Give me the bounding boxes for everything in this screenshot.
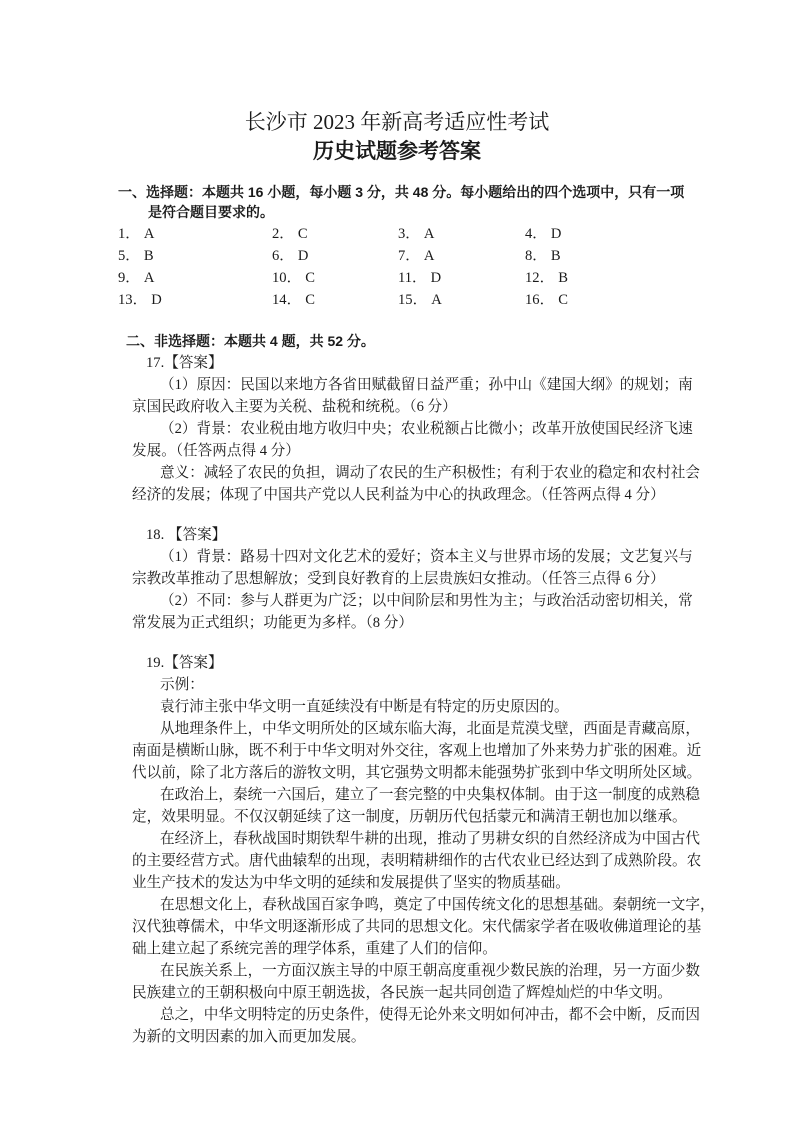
answer-item <box>118 267 154 289</box>
answer-number: 5． <box>118 248 140 264</box>
answer-text-line: 在思想文化上，春秋战国百家争鸣，奠定了中国传统文化的思想基础。秦朝统一文字， <box>160 897 715 913</box>
section1-heading-cont: 是符合题目要求的。 <box>148 204 274 220</box>
answer-item <box>525 223 561 245</box>
answer-text-line: （1）背景：路易十四对文化艺术的爱好；资本主义与世界市场的发展；文艺复兴与 <box>160 549 693 565</box>
answer-item <box>272 267 315 289</box>
answer-item <box>118 245 154 267</box>
answer-number: 16． <box>525 292 555 308</box>
answer-item <box>525 245 561 267</box>
answer-number: 14． <box>272 292 302 308</box>
answer-choice: B <box>550 248 561 264</box>
answer-choice: C <box>305 270 315 286</box>
answer-choice: A <box>143 226 155 242</box>
answer-item <box>525 267 568 289</box>
answer-item <box>272 289 315 311</box>
answer-text-line: （2）不同：参与人群更为广泛；以中间阶层和男性为主；与政治活动密切相关，常 <box>160 593 693 609</box>
question-label: 18. 【答案】 <box>146 527 227 543</box>
answer-text-line: （1）原因：民国以来地方各省田赋截留日益严重；孙中山《建国大纲》的规划；南 <box>160 377 693 393</box>
answer-text-line: 经济的发展；体现了中国共产党以人民利益为中心的执政理念。（任答两点得 4 分） <box>132 487 665 503</box>
answer-choice: A <box>423 226 435 242</box>
answer-choice: A <box>431 292 442 308</box>
answer-choice: D <box>151 292 162 308</box>
document-title: 长沙市 2023 年新高考适应性考试 <box>244 110 550 134</box>
answer-number: 1． <box>118 226 140 242</box>
section2-heading: 二、非选择题：本题共 4 题，共 52 分。 <box>126 333 375 349</box>
answer-number: 15． <box>398 292 428 308</box>
answer-text-line: 民族建立的王朝积极向中原王朝选拔，各民族一起共同创造了辉煌灿烂的中华文明。 <box>132 985 672 1001</box>
answer-text-line: 意义：减轻了农民的负担，调动了农民的生产积极性；有利于农业的稳定和农村社会 <box>160 465 700 481</box>
answer-item <box>272 245 308 267</box>
answer-item <box>398 223 434 245</box>
answer-number: 4． <box>525 226 547 242</box>
answer-text-line: 袁行沛主张中华文明一直延续没有中断是有特定的历史原因的。 <box>160 699 569 715</box>
answer-text-line: 代以前，除了北方落后的游牧文明，其它强势文明都未能强势扩张到中华文明所处区域。 <box>132 765 702 781</box>
answer-text-line: 常发展为正式组织；功能更为多样。（8 分） <box>132 615 413 631</box>
answer-text-line: 从地理条件上，中华文明所处的区域东临大海，北面是荒漠戈壁，西面是青藏高原， <box>160 721 700 737</box>
answer-text-line: 南面是横断山脉，既不利于中华文明对外交往，客观上也增加了外来势力扩张的困难。近 <box>132 743 702 759</box>
answer-text-line: 总之，中华文明特定的历史条件，使得无论外来文明如何冲击，都不会中断，反而因 <box>160 1007 700 1023</box>
answer-text-line: 示例： <box>160 677 204 693</box>
answer-choice: A <box>423 248 435 264</box>
answer-item <box>398 245 434 267</box>
section1-heading: 一、选择题：本题共 16 小题，每小题 3 分，共 48 分。每小题给出的四个选项中，只有一项 <box>118 184 685 200</box>
answer-text-line: （2）背景：农业税由地方收归中央；农业税额占比微小；改革开放使国民经济飞速 <box>160 421 693 437</box>
answer-number: 6． <box>272 248 294 264</box>
answer-item <box>118 223 154 245</box>
answer-choice: B <box>558 270 568 286</box>
answer-text-line: 汉代独尊儒术，中华文明逐渐形成了共同的思想文化。宋代儒家学者在吸收佛道理论的基 <box>132 919 702 935</box>
answer-item <box>118 289 162 311</box>
answer-text-line: 在政治上，秦统一六国后，建立了一套完整的中央集权体制。由于这一制度的成熟稳 <box>160 787 700 803</box>
answer-item <box>398 289 442 311</box>
answer-choice: D <box>550 226 562 242</box>
answer-number: 3． <box>398 226 420 242</box>
answer-number: 7． <box>398 248 420 264</box>
answer-number: 12． <box>525 270 555 286</box>
answer-item <box>525 289 568 311</box>
answer-number: 9． <box>118 270 140 286</box>
answer-text-line: 为新的文明因素的加入而更加发展。 <box>132 1029 366 1045</box>
answer-number: 10． <box>272 270 302 286</box>
answer-text-line: 在民族关系上，一方面汉族主导的中原王朝高度重视少数民族的治理，另一方面少数 <box>160 963 700 979</box>
answer-text-line: 发展。（任答两点得 4 分） <box>132 443 300 459</box>
answer-text-line: 础上建立起了系统完善的理学体系，重建了人们的信仰。 <box>132 941 497 957</box>
answer-number: 2． <box>272 226 294 242</box>
answer-choice: D <box>430 270 442 286</box>
answer-text-line: 在经济上，春秋战国时期铁犁牛耕的出现，推动了男耕女织的自然经济成为中国古代 <box>160 831 700 847</box>
answer-choice: C <box>558 292 568 308</box>
question-label: 19.【答案】 <box>146 655 223 671</box>
answer-number: 13． <box>118 292 148 308</box>
answer-text-line: 业生产技术的发达为中华文明的延续和发展提供了坚实的物质基础。 <box>132 875 570 891</box>
answer-number: 11． <box>398 270 427 286</box>
answer-choice: C <box>305 292 315 308</box>
answer-choice: B <box>143 248 154 264</box>
answer-text-line: 的主要经营方式。唐代曲辕犁的出现，表明精耕细作的古代农业已经达到了成熟阶段。农 <box>132 853 702 869</box>
answer-text-line: 宗教改革推动了思想解放；受到良好教育的上层贵族妇女推动。（任答三点得 6 分） <box>132 571 665 587</box>
document-subtitle: 历史试题参考答案 <box>313 140 481 163</box>
answer-item <box>398 267 441 289</box>
question-label: 17.【答案】 <box>146 355 223 371</box>
answer-choice: D <box>297 248 309 264</box>
answer-number: 8． <box>525 248 547 264</box>
answer-text-line: 定，效果明显。不仅汉朝延续了这一制度，历朝历代包括蒙元和满清王朝也加以继承。 <box>132 809 687 825</box>
answer-choice: C <box>297 226 308 242</box>
answer-choice: A <box>143 270 155 286</box>
answer-text-line: 京国民政府收入主要为关税、盐税和统税。（6 分） <box>132 399 457 415</box>
answer-item <box>272 223 308 245</box>
